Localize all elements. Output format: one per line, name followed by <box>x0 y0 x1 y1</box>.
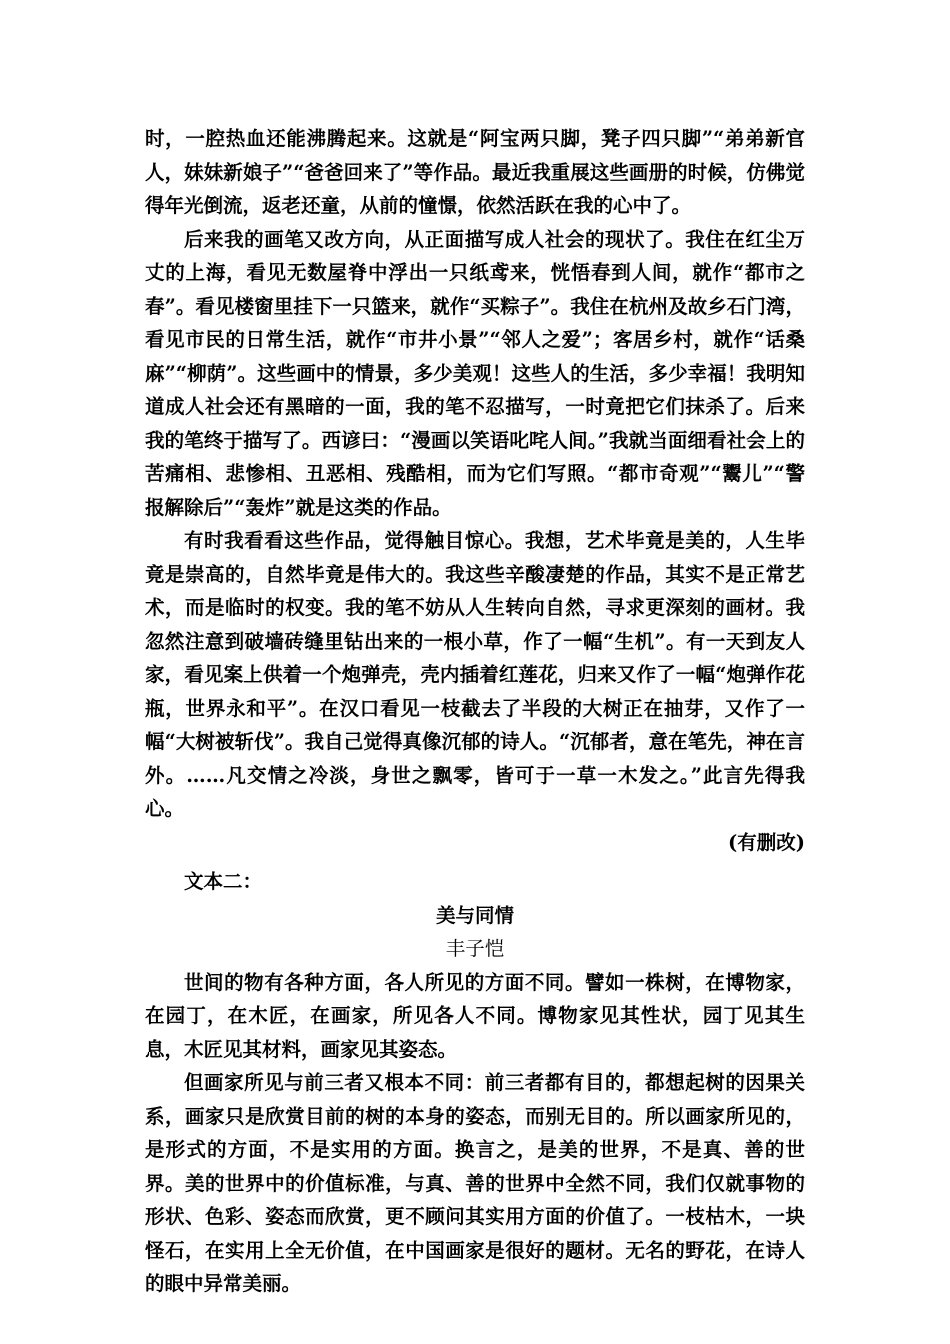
text1-paragraph-1: 时，一腔热血还能沸腾起来。这就是“阿宝两只脚，凳子四只脚”“弟弟新官人，妹妹新娘子”“爸爸回来了”等作品。最近我重展这些画册的时候，仿佛觉得年光倒流，返老还童，从前的憧憬，依然活跃在我的心中了。 <box>145 127 805 217</box>
text2-paragraph-2: 但画家所见与前三者又根本不同：前三者都有目的，都想起树的因果关系，画家只是欣赏目前的树的本身的姿态，而别无目的。所以画家所见的，是形式的方面，不是实用的方面。换言之，是美的世界，不是真、善的世界。美的世界中的价值标准，与真、善的世界中全然不同，我们仅就事物的形状、色彩、姿态而欣赏，更不顾问其实用方面的价值了。一枝枯木，一块怪石，在实用上全无价值，在中国画家是很好的题材。无名的野花，在诗人的眼中异常美丽。 <box>145 1071 805 1295</box>
text1-paragraph-2: 后来我的画笔又改方向，从正面描写成人社会的现状了。我住在红尘万丈的上海，看见无数屋脊中浮出一只纸鸢来，恍悟春到人间，就作“都市之春”。看见楼窗里挂下一只篮来，就作“买粽子”。我住在杭州及故乡石门湾，看见市民的日常生活，就作“市井小景”“邻人之爱”；客居乡村，就作“话桑麻”“柳荫”。这些画中的情景，多少美观！这些人的生活，多少幸福！我明知道成人社会还有黑暗的一面，我的笔不忍描写，一时竟把它们抹杀了。后来我的笔终于描写了。西谚曰：“漫画以笑语叱咤人间。”我就当面细看社会上的苦痛相、悲惨相、丑恶相、残酷相，而为它们写照。“都市奇观”“鬻儿”“警报解除后”“轰炸”就是这类的作品。 <box>145 227 805 519</box>
document-page <box>145 122 805 1301</box>
text2-paragraph-1: 世间的物有各种方面，各人所见的方面不同。譬如一株树，在博物家，在园丁，在木匠，在画家，所见各人不同。博物家见其性状，园丁见其生息，木匠见其材料，画家见其姿态。 <box>145 970 805 1061</box>
essay-title: 美与同情 <box>435 903 514 927</box>
essay-author: 丰子恺 <box>445 937 505 960</box>
source-note: (有删改) <box>728 830 805 854</box>
section-label-text2: 文本二： <box>184 870 263 893</box>
text1-paragraph-3: 有时我看看这些作品，觉得触目惊心。我想，艺术毕竟是美的，人生毕竟是崇高的，自然毕竟是伟大的。我这些辛酸凄楚的作品，其实不是正常艺术，而是临时的权变。我的笔不妨从人生转向自然，寻求更深刻的画材。我忽然注意到破墙砖缝里钻出来的一根小草，作了一幅“生机”。有一天到友人家，看见案上供着一个炮弹壳，壳内插着红莲花，归来又作了一幅“炮弹作花瓶，世界永和平”。在汉口看见一枝截去了半段的大树正在抽芽，又作了一幅“大树被斩伐”。我自己觉得真像沉郁的诗人。“沉郁者，意在笔先，神在言外。……凡交情之冷淡，身世之飘零，皆可于一草一木发之。”此言先得我心。 <box>145 529 805 820</box>
